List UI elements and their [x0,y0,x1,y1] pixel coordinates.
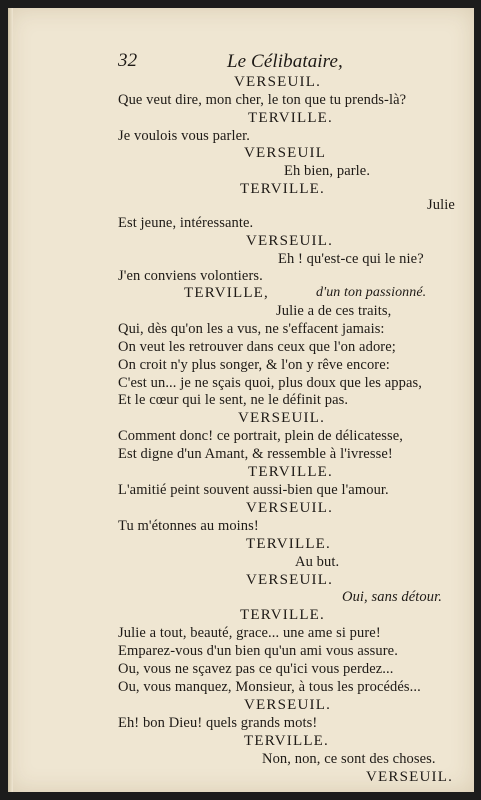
verse-line: Est digne d'un Amant, & ressemble à l'ivresse! [118,446,393,462]
running-title: Le Célibataire, [227,51,343,72]
verse-line: Comment donc! ce portrait, plein de délicatesse, [118,428,404,444]
speaker-verseuil: VERSEUIL. [246,500,334,516]
speaker-terville: TERVILLE. [248,110,333,126]
verse-line: On veut les retrouver dans ceux que l'on adore; [118,339,396,355]
verse-line: Est jeune, intéressante. [118,215,254,231]
speaker-terville: TERVILLE. [244,733,329,749]
verse-line: Tu m'étonnes au moins! [118,518,259,534]
speaker-verseuil: VERSEUIL. [234,74,322,90]
speaker-verseuil: VERSEUIL. [244,697,332,713]
verse-line: J'en conviens volontiers. [118,268,263,284]
page-number: 32 [118,50,138,71]
verse-line: Au but. [295,554,340,570]
book-page [8,8,474,792]
verse-line: Julie a tout, beauté, grace... une ame si pure! [118,625,381,641]
verse-line: Eh! bon Dieu! quels grands mots! [118,715,318,731]
verse-line: Non, non, ce sont des choses. [262,751,436,767]
verse-line: Eh bien, parle. [284,163,371,179]
verse-line: L'amitié peint souvent aussi-bien que l'amour. [118,482,389,498]
speaker-terville: TERVILLE. [240,181,325,197]
verse-line: Julie [427,197,455,213]
verse-line: Et le cœur qui le sent, ne le définit pas. [118,392,349,408]
speaker-terville: TERVILLE. [248,464,333,480]
verse-line: Oui, sans détour. [342,589,442,605]
speaker-terville: TERVILLE. [240,607,325,623]
verse-line: Julie a de ces traits, [276,303,392,319]
verse-line: Je voulois vous parler. [118,128,250,144]
speaker-verseuil: VERSEUIL. [246,233,334,249]
verse-line: On croit n'y plus songer, & l'on y rêve encore: [118,357,390,373]
speaker-terville: TERVILLE, [184,285,269,301]
page-gutter [8,8,13,792]
verse-line: C'est un... je ne sçais quoi, plus doux que les appas, [118,375,423,391]
speaker-verseuil: VERSEUIL. [246,572,334,588]
stage-direction: d'un ton passionné. [316,285,427,300]
verse-line: Emparez-vous d'un bien qu'un ami vous assure. [118,643,398,659]
verse-line: Qui, dès qu'on les a vus, ne s'effacent jamais: [118,321,385,337]
verse-line: Ou, vous manquez, Monsieur, à tous les procédés... [118,679,421,695]
verse-line: Que veut dire, mon cher, le ton que tu prends-là? [118,92,407,108]
speaker-terville: TERVILLE. [246,536,331,552]
speaker-verseuil: VERSEUIL [244,145,327,161]
verse-line: Eh ! qu'est-ce qui le nie? [278,251,424,267]
speaker-verseuil: VERSEUIL. [238,410,326,426]
verse-line: Ou, vous ne sçavez pas ce qu'ici vous perdez... [118,661,394,677]
speaker-verseuil: VERSEUIL. [366,769,454,785]
